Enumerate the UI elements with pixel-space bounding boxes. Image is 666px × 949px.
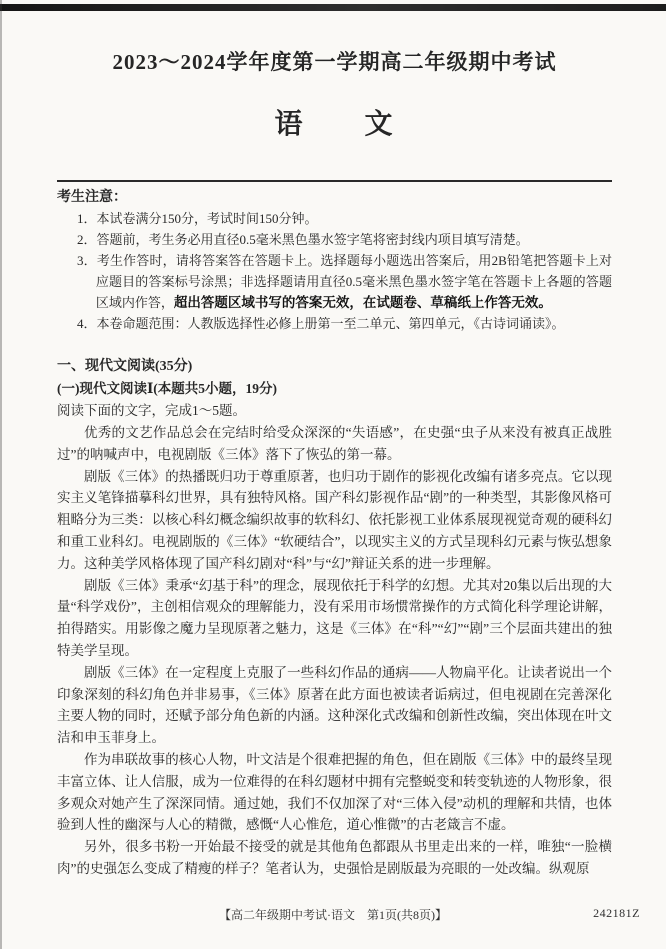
reading-paragraph: 剧版《三体》的热播既归功于尊重原著，也归功于剧作的影视化改编有诸多亮点。它以现实主义笔锋描摹科幻世界，具有独特风格。国产科幻影视作品“剧”的一种类型，其影像风格可粗略分为三类：以核心科幻概念编织故事的软科幻、依托影视工业体系展现视觉奇观的硬科幻和重工业科幻。电视剧版的《三体》“软硬结合”，以现实主义的方式呈现科幻元素与恢弘想象力。这种美学风格体现了国产科幻剧对“科”与“幻”辩证关系的进一步理解。 [57,468,612,571]
section-heading: 一、现代文阅读(35分) [57,359,193,374]
reading-paragraph: 剧版《三体》秉承“幻基于科”的理念，展现依托于科学的幻想。尤其对20集以后出现的大量“科学戏份”，主创相信观众的理解能力，没有采用市场惯常操作的方式简化科学理论讲解，拍得踏实。用影像之魔力呈现原著之魅力，这是《三体》在“科”“幻”“剧”三个层面共建出的独特美学呈现。 [57,577,612,658]
reading-intro: 阅读下面的文字，完成1～5题。 [57,403,246,418]
exam-title: 2023～2024学年度第一学期高二年级期中考试 [112,50,557,74]
notice-heading: 考生注意： [57,190,127,205]
notice-section [57,186,612,334]
reading-paragraph: 优秀的文艺作品总会在完结时给受众深深的“失语感”，在史强“虫子从来没有被真正战胜过”的呐喊声中，电视剧版《三体》落下了恢弘的第一幕。 [57,425,612,462]
notice-item-1: 1．本试卷满分150分，考试时间150分钟。 [77,211,318,226]
section-subheading: (一)现代文阅读Ⅰ(本题共5小题，19分) [57,381,278,396]
footer-paper-code: 242181Z [593,906,640,920]
notice-item-4: 4．本卷命题范围：人教版选择性必修上册第一至二单元、第四单元，《古诗词诵读》。 [77,316,565,331]
footer-page-label: 【高二年级期中考试·语文 第1页(共8页)】 [219,908,447,922]
header-divider [57,180,612,182]
notice-item-3-text: 3．考生作答时，请将答案答在答题卡上。选择题每小题选出答案后，用2B铅笔把答题卡上对应题目的答案标号涂黑；非选择题请用直径0.5毫米黑色墨水签字笔在答题卡上各题的答题区域内作答， [77,253,612,310]
notice-item-2: 2．答题前，考生务必用直径0.5毫米黑色墨水签字笔将密封线内项目填写清楚。 [77,232,529,247]
notice-item-3-emphasis: 超出答题区域书写的答案无效，在试题卷、草稿纸上作答无效。 [173,295,552,310]
page-footer [0,906,666,923]
reading-paragraph: 剧版《三体》在一定程度上克服了一些科幻作品的通病——人物扁平化。让读者说出一个印象深刻的科幻角色并非易事，《三体》原著在此方面也被读者诟病过，但电视剧在完善深化主要人物的同时，还赋予部分角色新的内涵。这种深化式改编和创新性改编，突出体现在叶文洁和申玉菲身上。 [57,664,612,746]
reading-section [57,356,612,880]
reading-paragraph: 作为串联故事的核心人物，叶文洁是个很难把握的角色，但在剧版《三体》中的最终呈现丰富立体、让人信服，成为一位难得的在科幻题材中拥有完整蜕变和转变轨迹的人物形象，很多观众对她产生了深深同情。通过她，我们不仅加深了对“三体入侵”动机的理解和共情，也体验到人性的幽深与人心的精微，感慨“人心惟危，道心惟微”的古老箴言不虚。 [57,751,612,833]
reading-paragraphs [57,422,612,880]
exam-subject: 语 文 [274,109,395,140]
notice-list [77,208,612,334]
reading-paragraph: 另外，很多书粉一开始最不接受的就是其他角色都跟从书里走出来的一样，唯独“一脸横肉”的史强怎么变成了精瘦的样子？笔者认为，史强恰是剧版最为亮眼的一处改编。纵观原 [57,839,612,876]
notice-item-3 [77,250,612,313]
